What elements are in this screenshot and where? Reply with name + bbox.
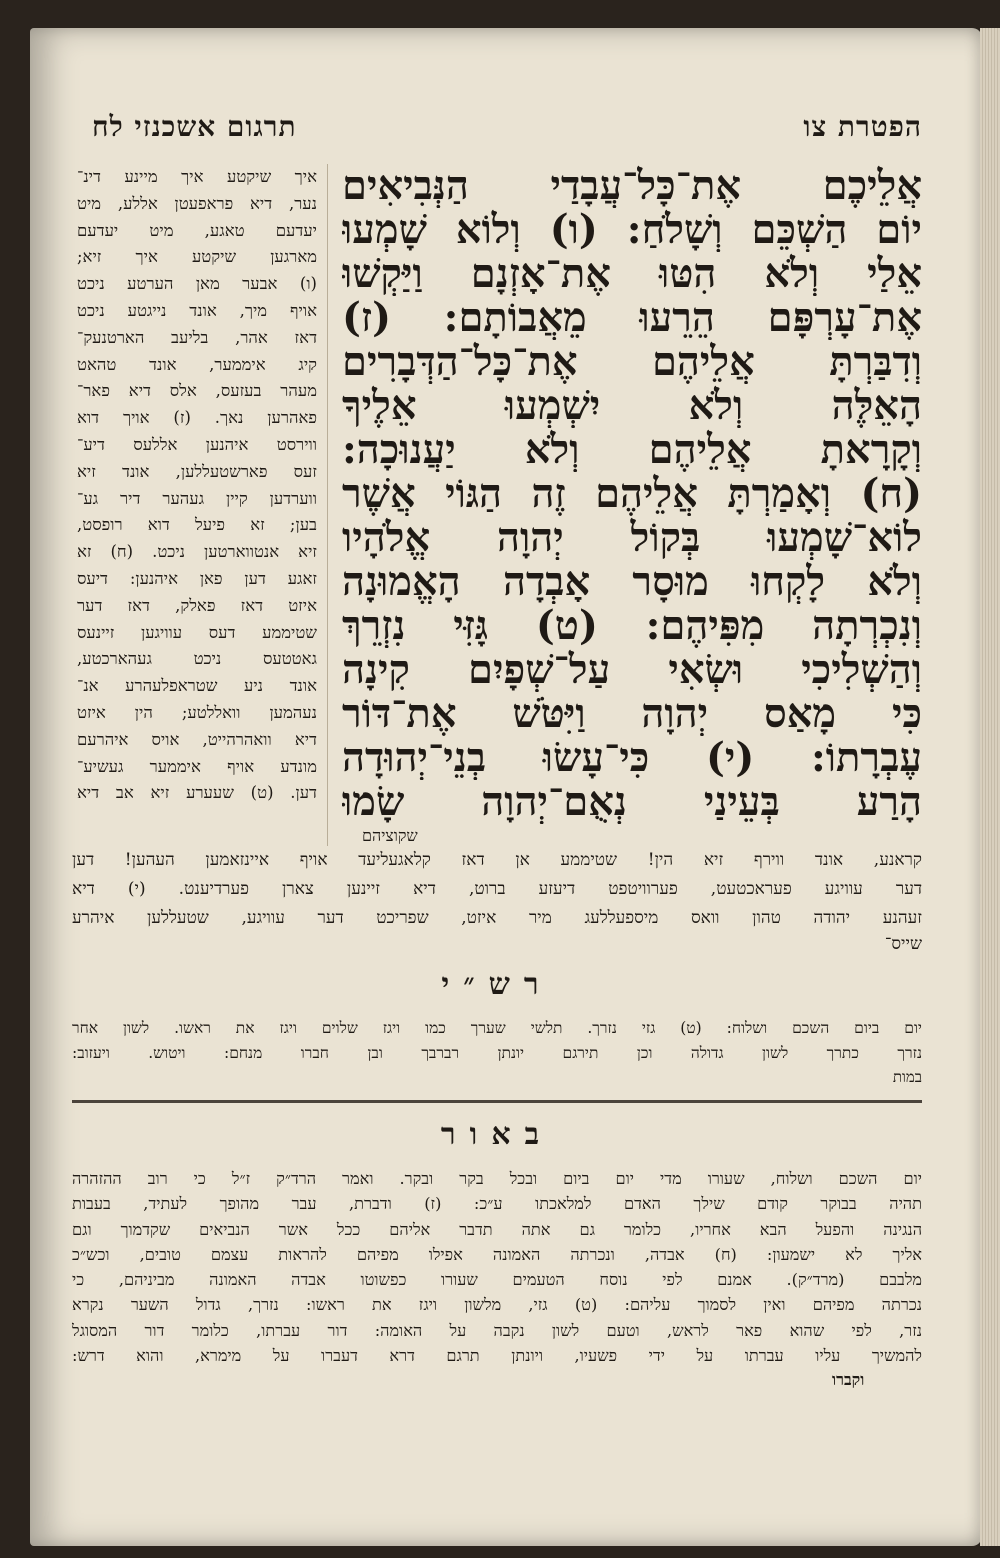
translation-line: מארגען שיקטע איך זיא; [77, 247, 317, 267]
verse-line: וְקָרָאתָ אֲלֵיהֶם וְלֹא יַעֲנוּכָה: [342, 428, 922, 472]
rashi-last-line: במות [892, 1068, 922, 1086]
beur-line: תהיה בבוקר קודם שילך האדם למלאכתו ע״כ: (ז) ודברת, עבר מהופך לעתיד, בעבות [72, 1194, 922, 1214]
translation-line: יעדעם טאגע, מיט יעדעם [77, 220, 317, 240]
translation-line: זיא אנטווארטען ניכט. (ח) זא [77, 542, 317, 562]
running-header [72, 110, 922, 156]
translation-line: דאז אהר, בליעב הארטנעק־ [77, 327, 317, 347]
verse-line: הָרַע בְּעֵינַי נְאֻם־יְהוָה שָׂמוּ [342, 780, 922, 824]
translation-line: דיא וואהרהייט, אויס איהרעם [77, 729, 317, 749]
beur-line: נזר, לפי שהוא פאר לראש, וטעם לשון נקבה על האומה: דור עברתו, כלומר דור המסוגל [72, 1320, 922, 1340]
translation-line: מעהר בעזעס, אלס דיא פאר־ [77, 381, 317, 401]
page-edges [980, 28, 1000, 1546]
translation-line: אויף מיך, אונד נייגטע ניכט [77, 300, 317, 320]
translation-line: מונדע אויף איממער געשיע־ [77, 756, 317, 776]
verse-line: אֵלַי וְלֹא הִטּוּ אֶת־אָזְנָם וַיַּקְשׁוּ [342, 252, 922, 296]
beur-line: הנגינה והפעל הבא אחריו, כלומר גם אתה תדבר אליהם ככל אשר הנביאים שקדמוך וגם [72, 1219, 922, 1239]
translation-line: בען; זא פיעל דוא רופסט, [77, 515, 317, 535]
beur-line: אליך לא ישמעון: (ח) אבדה, ונכרתה האמונה אפילו מפיהם להראות עצמם טובים, וכש״כ [72, 1244, 922, 1264]
verse-line: יוֹם הַשְׁכֵּם וְשָׁלֹחַ: (ו) וְלוֹא שָׁמְעוּ [342, 208, 922, 252]
translation-line: אונד ניע שטראפלעהרע אנ־ [77, 676, 317, 696]
translation-line: שטיממע דעס עוויגען זיינעס [77, 622, 317, 642]
translation-line: נער, דיא פראפעטן אללע, מיט [77, 193, 317, 213]
translation-line: נעהמען וואללטע; הין איזט [77, 702, 317, 722]
verse-line: אֶת־עָרְפָּם הֵרֵעוּ מֵאֲבוֹתָם: (ז) [342, 296, 922, 340]
rashi-line: יום ביום השכם ושלוח: (ט) גזי נזרך. תלשי שערך כמו ויגז שלוים ויגז את ראשו. לשון אחר [72, 1019, 922, 1037]
translation-line: (ו) אבער מאן הערטע ניכט [77, 274, 317, 294]
page-number: לח [92, 110, 124, 143]
translation-line: איזט דאז פאלק, דאז דער [77, 595, 317, 615]
translation-line: זאגע דען פאן איהנען: דיעס [77, 568, 317, 588]
section-divider [72, 1100, 922, 1103]
translation-line: ווערדען קיין געהער דיר גע־ [77, 488, 317, 508]
translation-line: דען. (ט) שעערע זיא אב דיא [77, 783, 317, 803]
verse-line: (ח) וְאָמַרְתָּ אֲלֵיהֶם זֶה הַגּוֹי אֲשֶׁר [342, 472, 922, 516]
continuation-line: קראנע, אונד ווירף זיא הין! שטיממע אן דאז קלאגעליעד אויף איינזאמען העהען! דען [72, 850, 922, 870]
header-left-title: תרגום אשכנזי [134, 110, 297, 143]
beur-line: נכרתה מפיהם ואין לסמוך עליהם: (ט) גזי, מלשון ויגז את ראשו: נזרך, גדול השער נקרא [72, 1295, 922, 1315]
hebrew-verse-column [342, 164, 922, 846]
verse-line: עֶבְרָתוֹ: (י) כִּי־עָשׂוּ בְנֵי־יְהוּדָה [342, 736, 922, 780]
header-right-title: הפטרת צו [803, 110, 922, 143]
beur-line: יום השכם ושלוח, שעורו מדי יום ביום ובכל בקר ובקר. ואמר הרד״ק ז״ל כי רוב ההזהרה [72, 1169, 922, 1188]
rashi-title: רש״י [441, 967, 553, 1002]
translation-line: ווירסט איהנען אללעס דיע־ [77, 434, 317, 454]
verse-line: וְדִבַּרְתָּ אֲלֵיהֶם אֶת־כָּל־הַדְּבָרִים [342, 340, 922, 384]
beur-title: באור [440, 1117, 554, 1152]
rashi-commentary [72, 1016, 922, 1088]
verse-line: כִּי מָאַס יְהוָה וַיִּטֹּשׁ אֶת־דּוֹר [342, 692, 922, 736]
continuation-line: דער עוויגע פעראכטעט, פערוויטפט דיעזע ברוט, דיא זיינען צארן פערדיענט. (י) דיא [72, 879, 922, 899]
translation-line: זעס פארשטעללען, אונד זיא [77, 461, 317, 481]
translation-line: איך שיקטע איך מיינע דינ־ [77, 167, 317, 186]
verse-line: וְלֹא לָקְחוּ מוּסָר אָבְדָה הָאֱמוּנָה [342, 560, 922, 604]
beur-line: מלבבם (מרד״ק). אמנם לפי נוסח הטעמים שעורו כפשוטו אבדה האמונה מביניהם, כי [72, 1270, 922, 1290]
verse-catchword: שקוציהם [362, 826, 418, 845]
verse-line: לוֹא־שָׁמְעוּ בְּקוֹל יְהוָה אֱלֹהָיו [342, 516, 922, 560]
verse-line: וְנִכְרְתָה מִפִּיהֶם: (ט) גָּזִּי נִזְרֵךְ [342, 604, 922, 648]
page-content [72, 110, 922, 1390]
rashi-line: נזרך כתרך לשון גדולה וכן תירגם יונתן רברבך ובן חברו מנחם: ויטוש. ויעזוב: [72, 1044, 922, 1062]
beur-line: להמשיך עליו עברתו על ידי פשעיו, ויונתן תרגם דרא דעברו על מימרא, והוא דרש: [72, 1346, 922, 1366]
continuation-last-line: שייס־ [884, 934, 922, 954]
translation-line: קיג איממער, אונד טהאט [77, 354, 317, 374]
verse-line: וְהַשְׁלִיכִי וּשְׂאִי עַל־שְׁפָיִם קִינָה [342, 648, 922, 692]
continuation-line: זעהנע יהודה טהון וואס מיספעללעג מיר איזט, שפריכט דער עוויגע, שטעללען איהרע [72, 908, 922, 928]
header-left [72, 110, 297, 144]
translation-line: גאטטעס ניכט געהארכטע, [77, 649, 317, 669]
beur-commentary [72, 1166, 922, 1368]
translation-continuation [72, 846, 922, 955]
verse-line: הָאֵלֶּה וְלֹא יִשְׁמְעוּ אֵלֶיךָ [342, 384, 922, 428]
verse-line: אֲלֵיכֶם אֶת־כָּל־עֲבָדַי הַנְּבִיאִים [342, 164, 922, 208]
translation-column [77, 164, 328, 846]
translation-line: פאהרען נאך. (ז) אויך דוא [77, 408, 317, 428]
page-catchword: וקברו [832, 1370, 865, 1390]
text-columns [72, 164, 922, 846]
